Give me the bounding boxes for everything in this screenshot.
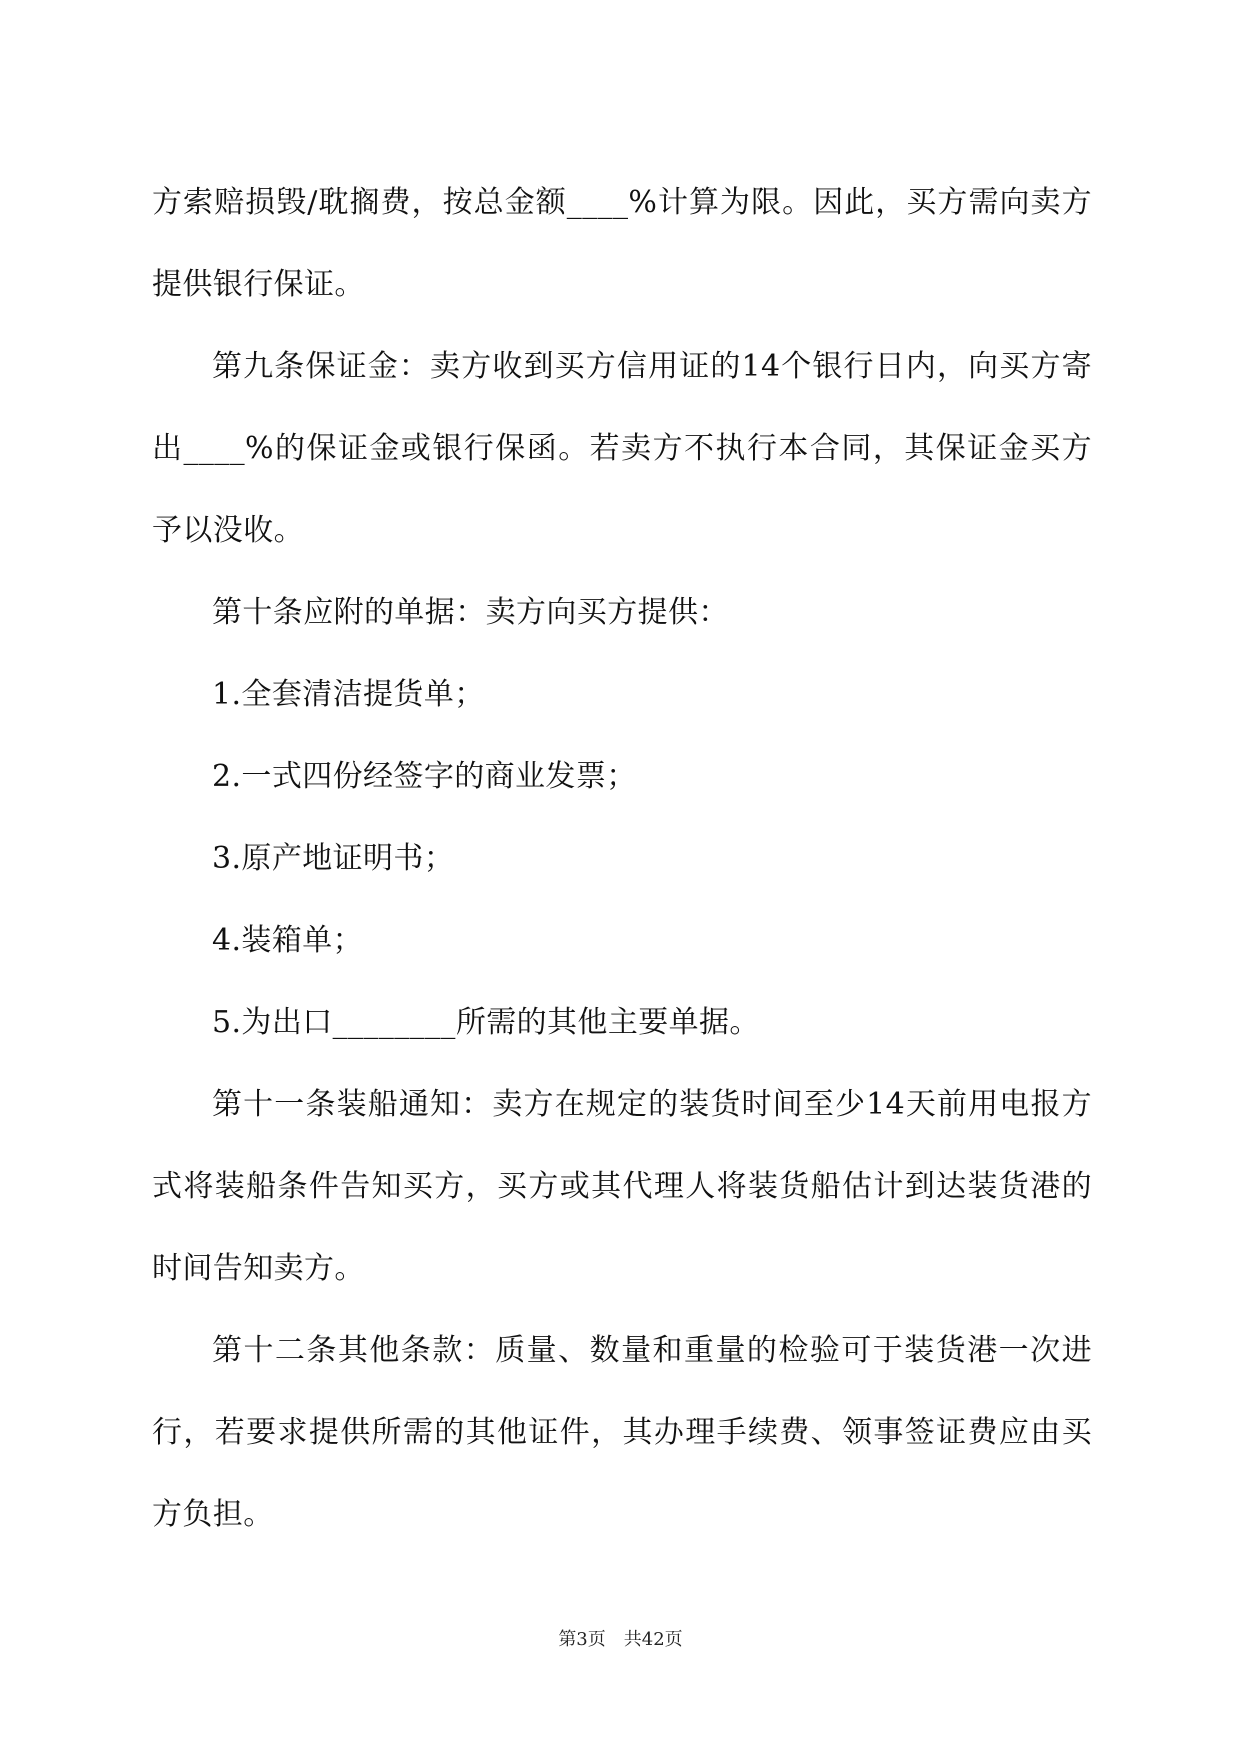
list-item-bill-of-lading: 1.全套清洁提货单；	[212, 677, 485, 712]
list-item-packing-list: 4.装箱单；	[212, 923, 364, 958]
list-item-other-documents: 5.为出口________所需的其他主要单据。	[212, 1005, 760, 1040]
paragraph-article-9-deposit: 第九条保证金：卖方收到买方信用证的14个银行日内，向买方寄出____%的保证金或银行保函。若卖方不执行本合同，其保证金买方予以没收。	[152, 349, 1092, 548]
document-body	[152, 162, 1092, 1556]
paragraph-article-12-other-terms: 第十二条其他条款：质量、数量和重量的检验可于装货港一次进行，若要求提供所需的其他证件，其办理手续费、领事签证费应由买方负担。	[152, 1333, 1092, 1532]
page-footer	[0, 1625, 1241, 1651]
paragraph-claim-limit: 方索赔损毁/耽搁费，按总金额____%计算为限。因此，买方需向卖方提供银行保证。	[152, 185, 1092, 302]
paragraph-article-10-documents: 第十条应附的单据：卖方向买方提供：	[212, 595, 729, 630]
paragraph-article-11-shipping-notice: 第十一条装船通知：卖方在规定的装货时间至少14天前用电报方式将装船条件告知买方，买方或其代理人将装货船估计到达装货港的时间告知卖方。	[152, 1087, 1092, 1286]
list-item-certificate-of-origin: 3.原产地证明书；	[212, 841, 455, 876]
page-number: 第3页 共42页	[558, 1629, 683, 1650]
list-item-commercial-invoice: 2.一式四份经签字的商业发票；	[212, 759, 637, 794]
